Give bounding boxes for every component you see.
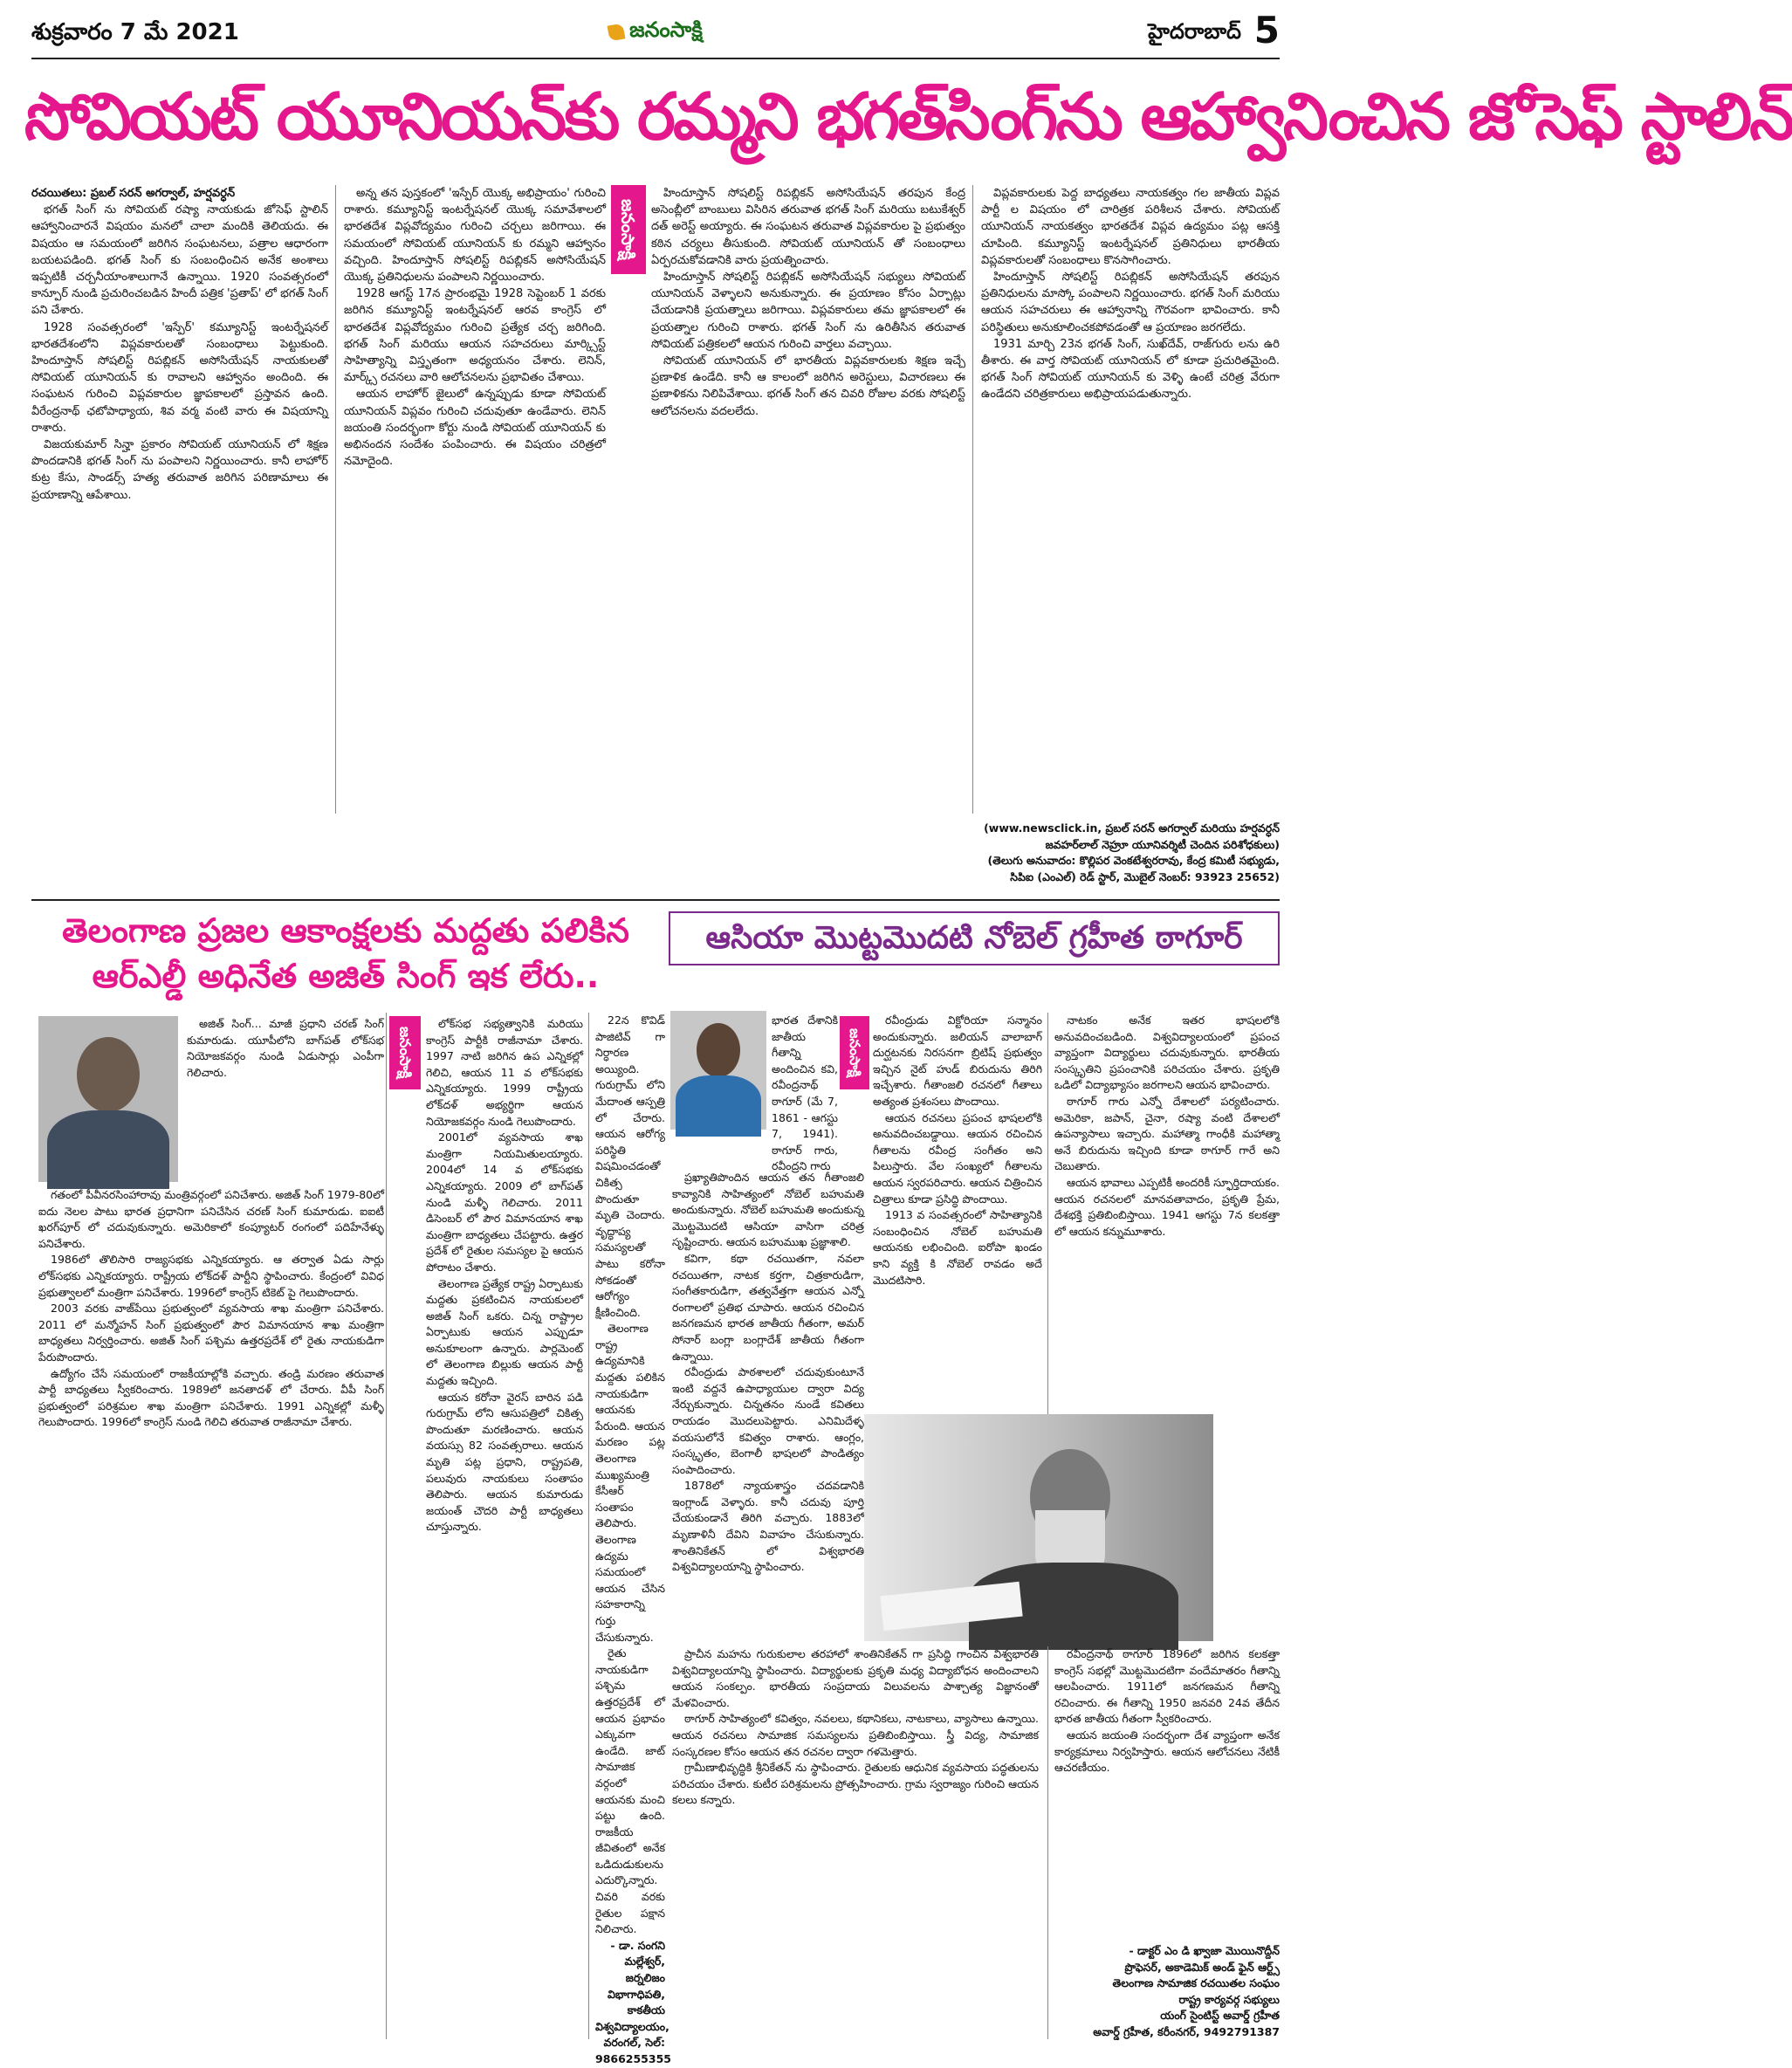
story3-paragraph: 1913 వ సంవత్సరంలో సాహిత్యానికి సంబంధించిన నోబెల్ బహుమతి ఆయనకు లభించింది. ఐరోపా ఖండం కాని వ్యక్తి కి నోబెల్ రావడం అదే మొదటిసారి. (873, 1208, 1042, 1287)
story2-paragraph: అజిత్ సింగ్... మాజీ ప్రధాని చరణ్ సింగ్ కుమారుడు. యూపీలోని బాగ్‌పత్ లోక్‌సభ నియోజకవర్గం నుండి ఏడుసార్లు ఎంపీగా గెలిచారు. (187, 1017, 384, 1079)
main-story-column-1 (31, 185, 328, 814)
edition-city: హైదరాబాద్ (1148, 19, 1241, 44)
story2-credit: - డా. సంగని మల్లేశ్వర్, జర్నలిజం విభాగాధిపతి, కాకతీయ విశ్వవిద్యాలయం, వరంగల్, సెల్: 9866255355 (595, 1938, 671, 2065)
leaf-icon (608, 24, 626, 42)
story2-paragraph: 2003 వరకు వాజ్‌పేయి ప్రభుత్వంలో వ్యవసాయ శాఖ మంత్రిగా పనిచేశారు. 2011 లో మన్మోహన్ సింగ్ ప్రభుత్వంలో పౌర విమానయాన శాఖ మంత్రిగా బాధ్యతలు నిర్వర్తించారు. అజిత్ సింగ్ పశ్చిమ ఉత్తరప్రదేశ్ లో రైతు నాయకుడిగా పేరుపొందారు. (38, 1302, 384, 1364)
story2-headline (31, 908, 660, 1000)
main-story-paragraph: 1928 సంవత్సరంలో 'ఇస్పేర్' కమ్యూనిస్ట్ ఇంటర్నేషనల్ భారతదేశంలోని విప్లవకారులతో సంబంధాలు పెట్టుకుంది. హిందూస్తాన్ సోషలిస్ట్ రిపబ్లికన్ అసోసియేషన్ నాయకులతో సోవియట్ యూనియన్ కు రావాలని ఆహ్వానం అందింది. ఈ సంఘటన గురించి విప్లవకారుల జ్ఞాపకాలలో ప్రస్తావన ఉంది. వీరేంద్రనాథ్ ఛటోపాధ్యాయ, శివ వర్మ వంటి వారు ఈ విషయాన్ని రాశారు. (31, 320, 328, 435)
story3-paragraph: ఆయన జయంతి సందర్భంగా దేశ వ్యాప్తంగా అనేక కార్యక్రమాలు నిర్వహిస్తారు. ఆయన ఆలోచనలు నేటికీ ఆచరణీయం. (1054, 1728, 1280, 1775)
credit-line: అవార్డ్ గ్రహీత, కరీంనగర్, 9492791387 (1093, 2024, 1280, 2038)
story2-headline-line1: తెలంగాణ ప్రజల ఆకాంక్షలకు మద్దతు పలికిన (62, 911, 629, 950)
story3-paragraph: ఆయన భావాలు ఎప్పటికీ అందరికీ స్ఫూర్తిదాయకం. ఆయన రచనలలో మానవతావాదం, ప్రకృతి ప్రేమ, దేశభక్తి ప్రతిబింబిస్తాయి. 1941 ఆగస్టు 7న కలకత్తా లో ఆయన కన్నుమూశారు. (1054, 1175, 1280, 1238)
main-story-paragraph: ఆయన లాహోర్ జైలులో ఉన్నప్పుడు కూడా సోవియట్ యూనియన్ విప్లవం గురించి చదువుతూ ఉండేవారు. లెనిన్ జయంతి సందర్భంగా కోర్టు నుండి సోవియట్ యూనియన్ కు అభినందన సందేశం పంపించారు. ఈ విషయం చరిత్రలో నమోదైంది. (344, 388, 606, 469)
credit-line: ప్రొఫెసర్, అకాడెమిక్ అండ్ ఫైన్ ఆర్ట్స్ (1124, 1960, 1280, 1974)
column-divider (972, 185, 973, 814)
masthead-logo-text: జనంసాక్షి (629, 17, 703, 42)
story3-column-2 (873, 1013, 1042, 1407)
main-story-paragraph: హిందూస్తాన్ సోషలిస్ట్ రిపబ్లికన్ అసోసియేషన్ సభ్యులు సోవియట్ యూనియన్ వెళ్ళాలని అనుకున్నారు. ఈ ప్రయాణం కోసం ఏర్పాట్లు చేయడానికి ప్రయత్నాలు జరిగాయి. విప్లవకారులు తమ జ్ఞాపకాలలో ఈ ప్రయత్నాల గురించి రాశారు. భగత్ సింగ్ ను ఉరితీసిన తరువాత సోవియట్ పత్రికలలో ఆయన గురించి వార్తలు వచ్చాయి. (651, 271, 965, 351)
story2-column-1-top (187, 1016, 384, 1182)
story2-paragraph: గతంలో పీవీనరసింహారావు మంత్రివర్గంలో పనిచేశారు. అజిత్ సింగ్ 1979-80లో ఐదు నెలల పాటు భారత ప్రధానిగా పనిచేసిన చరణ్ సింగ్ కుమారుడు. ఐఐటీ ఖరగ్‌పూర్ లో చదువుకున్నారు. అమెరికాలో కంప్యూటర్ రంగంలో పదిహేనేళ్ళు పనిచేశారు. (38, 1188, 384, 1250)
story3-paragraph: ఆయన రచనలు ప్రపంచ భాషలలోకి అనువదించబడ్డాయి. ఆయన రచించిన గీతాలను రవీంద్ర సంగీతం అని పిలుస్తారు. వేల సంఖ్యలో గీతాలను ఆయన స్వరపరిచారు. ఆయన చిత్రించిన చిత్రాలు కూడా ప్రసిద్ధి పొందాయి. (873, 1110, 1042, 1206)
publication-stamp: జనంసాక్షి (611, 185, 646, 274)
main-story-column-3 (651, 185, 965, 814)
story3-headline: ఆసియా మొట్టమొదటి నోబెల్ గ్రహీత ఠాగూర్ (705, 920, 1243, 956)
story3-bottom-left (672, 1646, 1039, 2039)
publication-stamp: జనంసాక్షి (840, 1016, 869, 1089)
author-photo (670, 1011, 766, 1130)
header-rule (31, 58, 1280, 59)
story2-paragraph: తెలంగాణ రాష్ట్ర ఉద్యమానికి మద్దతు పలికిన నాయకుడిగా ఆయనకు పేరుంది. ఆయన మరణం పట్ల తెలంగాణ ముఖ్యమంత్రి కేసీఆర్ సంతాపం తెలిపారు. తెలంగాణ ఉద్యమ సమయంలో ఆయన చేసిన సహకారాన్ని గుర్తు చేసుకున్నారు. (595, 1322, 665, 1644)
main-story-paragraph: అన్న తన పుస్తకంలో 'ఇస్పేర్ యొక్క అభిప్రాయం' గురించి రాశారు. కమ్యూనిస్ట్ ఇంటర్నేషనల్ యొక్క సమావేశాలలో భారతదేశ విప్లవోద్యమం గురించి చర్చలు జరిగాయి. ఈ సమయంలో సోవియట్ యూనియన్ కు రమ్మని ఆహ్వానం వచ్చింది. హిందూస్తాన్ సోషలిస్ట్ రిపబ్లికన్ అసోసియేషన్ యొక్క ప్రతినిధులను పంపాలని నిర్ణయించారు. (344, 187, 606, 285)
story3-paragraph: 1878లో న్యాయశాస్త్రం చదవడానికి ఇంగ్లాండ్ వెళ్ళారు. కానీ చదువు పూర్తి చేయకుండానే తిరిగి వచ్చారు. 1883లో మృణాళినీ దేవిని వివాహం చేసుకున్నారు. శాంతినికేతన్ లో విశ్వభారతి విశ్వవిద్యాలయాన్ని స్థాపించారు. (672, 1479, 864, 1574)
story3-column-1 (672, 1170, 864, 1574)
main-story-translator: (తెలుగు అనువాదం: కొల్లిపర వెంకటేశ్వరరావు, కేంద్ర కమిటీ సభ్యుడు, సిపిఐ (ఎంఎల్) రెడ్ స్టార్, మొబైల్ నెంబర్: 93923 25652) (987, 854, 1280, 883)
story2-paragraph: 1986లో తొలిసారి రాజ్యసభకు ఎన్నికయ్యారు. ఆ తర్వాత ఏడు సార్లు లోక్‌సభకు ఎన్నికయ్యారు. రాష్ట్రీయ లోక్‌దళ్ పార్టీని స్థాపించారు. కేంద్రంలో వివిధ ప్రభుత్వాలలో మంత్రిగా పనిచేశారు. 1996లో కాంగ్రెస్ టికెట్ పై గెలుపొందారు. (38, 1253, 384, 1299)
page-header (31, 7, 1280, 58)
ajit-singh-photo (38, 1016, 178, 1182)
column-divider (386, 1013, 387, 2039)
page-number: 5 (1253, 9, 1280, 52)
tagore-photo-caption: భారత దేశానికి జాతీయ గీతాన్ని అందించిన కవి, రవీంద్రనాథ్ ఠాగూర్ (మే 7, 1861 - ఆగస్టు 7, 1941). ఠాగూర్ గారు, రవీంద్రని గారు (772, 1013, 838, 1173)
column-divider (588, 1013, 589, 2039)
main-story-credits (981, 821, 1280, 890)
main-story-paragraph: సోవియట్ యూనియన్ లో భారతీయ విప్లవకారులకు శిక్షణ ఇచ్చే ప్రణాళిక ఉండేది. కానీ ఆ కాలంలో జరిగిన అరెస్టులు, విచారణలు ఈ ప్రణాళికను నిలిపివేశాయి. భగత్ సింగ్ తన చివరి రోజుల వరకు సోషలిస్ట్ ఆలోచనలను వదలలేదు. (651, 354, 965, 418)
main-story-byline: రచయితలు: ప్రబల్ సరన్ అగర్వాల్, హర్షవర్ధన్ (31, 187, 236, 200)
story2-paragraph: ఉద్యోగం చేసే సమయంలో రాజకీయాల్లోకి వచ్చారు. తండ్రి మరణం తరువాత పార్టీ బాధ్యతలు స్వీకరించారు. 1989లో జనతాదళ్ లో చేరారు. వీపీ సింగ్ ప్రభుత్వంలో పరిశ్రమల శాఖ మంత్రిగా పనిచేశారు. 1991 ఎన్నికల్లో మళ్ళీ గెలుపొందారు. 1996లో కాంగ్రెస్ నుండి గెలిచి తరువాత రాజీనామా చేశారు. (38, 1366, 384, 1429)
story3-paragraph: నాటకం అనేక ఇతర భాషలలోకి అనువదించబడింది. విశ్వవిద్యాలయంలో ప్రపంచ వ్యాప్తంగా విద్యార్థులు చదువుకున్నారు. భారతీయ సంస్కృతిని ప్రపంచానికి పరిచయం చేశారు. ప్రకృతి ఒడిలో విద్యాభ్యాసం జరగాలని ఆయన భావించారు. (1054, 1013, 1280, 1092)
story2-paragraph: 2001లో వ్యవసాయ శాఖ మంత్రిగా నియమితులయ్యారు. 2004లో 14 వ లోక్‌సభకు ఎన్నికయ్యారు. 2009 లో బాగ్‌పత్ నుండి మళ్ళీ గెలిచారు. 2011 డిసెంబర్ లో పౌర విమానయాన శాఖ మంత్రిగా బాధ్యతలు చేపట్టారు. ఉత్తర ప్రదేశ్ లో రైతుల సమస్యల పై ఆయన పోరాటం చేశారు. (426, 1130, 583, 1274)
story3-credits (1054, 1943, 1280, 2048)
column-divider (1047, 1646, 1048, 2039)
story3-paragraph: ప్రఖ్యాతిపొందిన ఆయన తన గీతాంజలి కావ్యానికి సాహిత్యంలో నోబెల్ బహుమతి అందుకున్నారు. నోబెల్ బహుమతి అందుకున్న మొట్టమొదటి ఆసియా వాసిగా చరిత్ర సృష్టించారు. ఆయన బహుముఖ ప్రజ్ఞాశాలి. (672, 1171, 864, 1249)
story3-paragraph: రవీంద్రనాథ్ ఠాగూర్ 1896లో జరిగిన కలకత్తా కాంగ్రెస్ సభల్లో మొట్టమొదటిగా వందేమాతరం గీతాన్ని ఆలపించారు. 1911లో జనగణమన గీతాన్ని రచించారు. ఈ గీతాన్ని 1950 జనవరి 24వ తేదీన భారత జాతీయ గీతంగా స్వీకరించారు. (1054, 1647, 1280, 1726)
story2-column-3 (595, 1013, 671, 2068)
credit-line: యంగ్ సైంటిస్ట్ అవార్డ్ గ్రహీత (1160, 2009, 1280, 2023)
main-story-paragraph: భగత్ సింగ్ ను సోవియట్ రష్యా నాయకుడు జోసెఫ్ స్టాలిన్ ఆహ్వానించారనే విషయం మనలో చాలా మందికి తెలియదు. ఈ విషయం ఆ సమయంలో జరిగిన సంఘటనలు, పత్రాల ఆధారంగా బయటపడింది. భగత్ సింగ్ కు సంబంధించిన అనేక అంశాలు ఇప్పటికీ చర్చనీయాంశాలుగానే ఉన్నాయి. 1920 సంవత్సరంలో కాన్పూర్ నుండి ప్రచురించబడిన హిందీ పత్రిక 'ప్రతాప్' లో భగత్ సింగ్ పని చేశారు. (31, 203, 328, 318)
story3-paragraph: ఠాగూర్ గారు ఎన్నో దేశాలలో పర్యటించారు. అమెరికా, జపాన్, చైనా, రష్యా వంటి దేశాలలో ఉపన్యాసాలు ఇచ్చారు. మహాత్మా గాంధీకి మహాత్మా అనే బిరుదును ఇచ్చింది కూడా ఠాగూర్ గారే అని చెబుతారు. (1054, 1094, 1280, 1173)
main-story-paragraph: విజయకుమార్ సిన్హా ప్రకారం సోవియట్ యూనియన్ లో శిక్షణ పొందడానికి భగత్ సింగ్ ను పంపాలని నిర్ణయించారు. కానీ లాహోర్ కుట్ర కేసు, సాండర్స్ హత్య తరువాత జరిగిన పరిణామాలు ఈ ప్రయాణాన్ని ఆపేశాయి. (31, 438, 328, 502)
credit-line: తెలంగాణ సామాజిక రచయితల సంఘం (1112, 1976, 1280, 1990)
tagore-photo (864, 1414, 1213, 1641)
publication-stamp: జనంసాక్షి (389, 1016, 421, 1089)
story3-paragraph: రవీంద్రుడు పాఠశాలలో చదువుకుంటూనే ఇంటి వద్దనే ఉపాధ్యాయుల ద్వారా విద్య నేర్చుకున్నారు. చిన్నతనం నుండే కవితలు రాయడం మొదలుపెట్టారు. ఎనిమిదేళ్ళ వయసులోనే కవిత్వం రాశారు. ఆంగ్లం, సంస్కృతం, బెంగాలీ భాషలలో పాండిత్యం సంపాదించారు. (672, 1365, 864, 1476)
story2-paragraph: తెలంగాణ ప్రత్యేక రాష్ట్ర ఏర్పాటుకు మద్దతు ప్రకటించిన నాయకులలో అజిత్ సింగ్ ఒకరు. చిన్న రాష్ట్రాల ఏర్పాటుకు ఆయన ఎప్పుడూ అనుకూలంగా ఉన్నారు. పార్లమెంట్ లో తెలంగాణ బిల్లుకు ఆయన పార్టీ మద్దతు ఇచ్చింది. (426, 1276, 583, 1388)
story2-paragraph: లోక్‌సభ సభ్యత్వానికి మరియు కాంగ్రెస్ పార్టీకి రాజీనామా చేశారు. 1997 నాటి జరిగిన ఉప ఎన్నికల్లో గెలిచి, ఆయన 11 వ లోక్‌సభకు ఎన్నికయ్యారు. 1999 రాష్ట్రీయ లోక్‌దళ్ అభ్యర్థిగా ఆయన నియోజకవర్గం నుండి గెలుపొందారు. (426, 1017, 583, 1128)
credit-line: - డాక్టర్ ఎం డి ఖ్వాజా మొయినొద్దీన్ (1129, 1944, 1280, 1957)
main-story-paragraph: 1931 మార్చి 23న భగత్ సింగ్, సుఖ్‌దేవ్, రాజ్‌గురు లను ఉరి తీశారు. ఈ వార్త సోవియట్ యూనియన్ లో కూడా ప్రచురితమైంది. భగత్ సింగ్ సోవియట్ యూనియన్ కు వెళ్ళి ఉంటే చరిత్ర వేరుగా ఉండేదని చరిత్రకారులు అభిప్రాయపడుతున్నారు. (981, 337, 1280, 402)
credit-line: రాష్ట్ర కార్యవర్గ సభ్యులు (1178, 1992, 1280, 2006)
main-story-paragraph: విప్లవకారులకు పెద్ద బాధ్యతలు నాయకత్వం గల జాతీయ విప్లవ పార్టీ ల విషయం లో చారిత్రక పరిశీలన చేశారు. సోవియట్ యూనియన్ నాయకత్వం భారతదేశ విప్లవ ఉద్యమం పట్ల ఆసక్తి చూపింది. కమ్యూనిస్ట్ ఇంటర్నేషనల్ ప్రతినిధులు భారతీయ విప్లవకారులతో సంబంధాలు కొనసాగించారు. (981, 187, 1280, 267)
story2-paragraph: 22న కొవిడ్ పాజిటివ్ గా నిర్ధారణ అయ్యింది. గురుగ్రామ్ లోని మేదాంత ఆస్పత్రి లో చేరారు. ఆయన ఆరోగ్య పరిస్థితి విషమించడంతో చికిత్స పొందుతూ మృతి చెందారు. వృద్ధాప్య సమస్యలతో పాటు కరోనా సోకడంతో ఆరోగ్యం క్షీణించింది. (595, 1013, 665, 1319)
column-divider (335, 185, 336, 814)
story2-paragraph: రైతు నాయకుడిగా పశ్చిమ ఉత్తరప్రదేశ్ లో ఆయన ప్రభావం ఎక్కువగా ఉండేది. జాట్ సామాజిక వర్గంలో ఆయనకు మంచి పట్టు ఉంది. రాజకీయ జీవితంలో అనేక ఒడిదుడుకులను ఎదుర్కొన్నారు. చివరి వరకు రైతుల పక్షాన నిలిచారు. (595, 1646, 665, 1936)
story2-headline-line2: ఆర్ఎల్డీ అధినేత అజిత్ సింగ్ ఇక లేరు.. (92, 957, 600, 995)
main-story-column-4 (981, 185, 1280, 761)
story3-paragraph: ఠాగూర్ సాహిత్యంలో కవిత్వం, నవలలు, కథానికలు, నాటకాలు, వ్యాసాలు ఉన్నాయి. ఆయన రచనలు సామాజిక సమస్యలను ప్రతిబింబిస్తాయి. స్త్రీ విద్య, సామాజిక సంస్కరణల కోసం ఆయన తన రచనల ద్వారా గళమెత్తారు. (672, 1712, 1039, 1758)
main-story-paragraph: 1928 ఆగస్ట్ 17న ప్రారంభమై 1928 సెప్టెంబర్ 1 వరకు జరిగిన కమ్యూనిస్ట్ ఇంటర్నేషనల్ ఆరవ కాంగ్రెస్ లో భారతదేశ విప్లవోద్యమం గురించి ప్రత్యేక చర్చ జరిగింది. భగత్ సింగ్ మరియు ఆయన సహచరులు మార్క్సిస్ట్ సాహిత్యాన్ని విస్తృతంగా అధ్యయనం చేశారు. లెనిన్, మార్క్స్ రచనలు వారి ఆలోచనలను ప్రభావితం చేశాయి. (344, 287, 606, 385)
story3-paragraph: కవిగా, కథా రచయితగా, నవలా రచయితగా, నాటక కర్తగా, చిత్రకారుడిగా, సంగీతకారుడిగా, తత్వవేత్తగా ఆయన ఎన్నో రంగాలలో ప్రతిభ చూపారు. ఆయన రచించిన జనగణమన భారత జాతీయ గీతంగా, అమర్ సోనార్ బంగ్లా బంగ్లాదేశ్ జాతీయ గీతంగా ఉన్నాయి. (672, 1251, 864, 1363)
section-divider (31, 899, 1280, 901)
main-story-source: (www.newsclick.in, ప్రబల్ సరన్ అగర్వాల్ మరియు హర్షవర్ధన్ జవహర్‌లాల్ నెహ్రూ యూనివర్శిటీ చెందిన పరిశోధకులు) (984, 821, 1280, 851)
story3-paragraph: గ్రామీణాభివృద్ధికి శ్రీనికేతన్ ను స్థాపించారు. రైతులకు ఆధునిక వ్యవసాయ పద్ధతులను పరిచయం చేశారు. కుటీర పరిశ్రమలను ప్రోత్సహించారు. గ్రామ స్వరాజ్యం గురించి ఆయన కలలు కన్నారు. (672, 1761, 1039, 1807)
story2-column-3-holder (595, 1013, 671, 2065)
main-story-paragraph: హిందూస్తాన్ సోషలిస్ట్ రిపబ్లికన్ అసోసియేషన్ తరపున కేంద్ర అసెంబ్లీలో బాంబులు విసిరిన తరువాత భగత్ సింగ్ మరియు బటుకేశ్వర్ దత్ అరెస్ట్ అయ్యారు. ఈ సంఘటన తరువాత విప్లవకారుల పై ప్రభుత్వం కఠిన చర్యలు తీసుకుంది. సోవియట్ యూనియన్ తో సంబంధాలు ఏర్పరచుకోవడానికి వారు ప్రయత్నించారు. (651, 187, 965, 267)
story2-paragraph: ఆయన కరోనా వైరస్ బారిన పడి గురుగ్రామ్ లోని ఆసుపత్రిలో చికిత్స పొందుతూ మరణించారు. ఆయన వయస్సు 82 సంవత్సరాలు. ఆయన మృతి పట్ల ప్రధాని, రాష్ట్రపతి, పలువురు నాయకులు సంతాపం తెలిపారు. ఆయన కుమారుడు జయంత్ చౌదరి పార్టీ బాధ్యతలు చూస్తున్నారు. (426, 1390, 583, 1534)
story3-paragraph: ప్రాచీన మహను గురుకులాల తరహాలో శాంతినికేతన్ గా ప్రసిద్ధి గాంచిన విశ్వభారతి విశ్వవిద్యాలయాన్ని స్థాపించారు. విద్యార్థులకు ప్రకృతి మధ్య విద్యాబోధన అందించాలని ఆయన సంకల్పం. భారతీయ సంప్రదాయ విలువలను పాశ్చాత్య విజ్ఞానంతో మేళవించారు. (672, 1647, 1039, 1709)
main-headline: సోవియట్ యూనియన్‌కు రమ్మని భగత్‌సింగ్‌ను ఆహ్వానించిన జోసెఫ్ స్టాలిన్ (24, 79, 1792, 155)
story3-bottom-right (1054, 1646, 1280, 1856)
story3-paragraph: రవీంద్రుడు విక్టోరియా సన్మానం అందుకున్నారు. జలియన్ వాలాబాగ్ దుర్ఘటనకు నిరసనగా బ్రిటిష్ ప్రభుత్వం ఇచ్చిన నైట్ హుడ్ బిరుదును తిరిగి ఇచ్చేశారు. గీతాంజలి రచనలో గీతాలు అత్యంత ప్రశంసలు పొందాయి. (873, 1013, 1042, 1108)
main-story-column-2 (344, 185, 606, 814)
masthead-logo (590, 14, 721, 51)
story3-column-3 (1054, 1013, 1280, 1407)
story2-column-1 (38, 1187, 384, 2039)
story2-column-2 (426, 1016, 583, 2039)
main-story-paragraph: హిందూస్తాన్ సోషలిస్ట్ రిపబ్లికన్ అసోసియేషన్ తరపున ప్రతినిధులను మాస్కో పంపాలని నిర్ణయించారు. భగత్ సింగ్ మరియు ఆయన సహచరులు ఈ ఆహ్వానాన్ని గౌరవంగా భావించారు. కానీ పరిస్థితులు అనుకూలించకపోవడంతో ఆ ప్రయాణం జరగలేదు. (981, 271, 1280, 334)
issue-date: శుక్రవారం 7 మే 2021 (31, 19, 239, 45)
